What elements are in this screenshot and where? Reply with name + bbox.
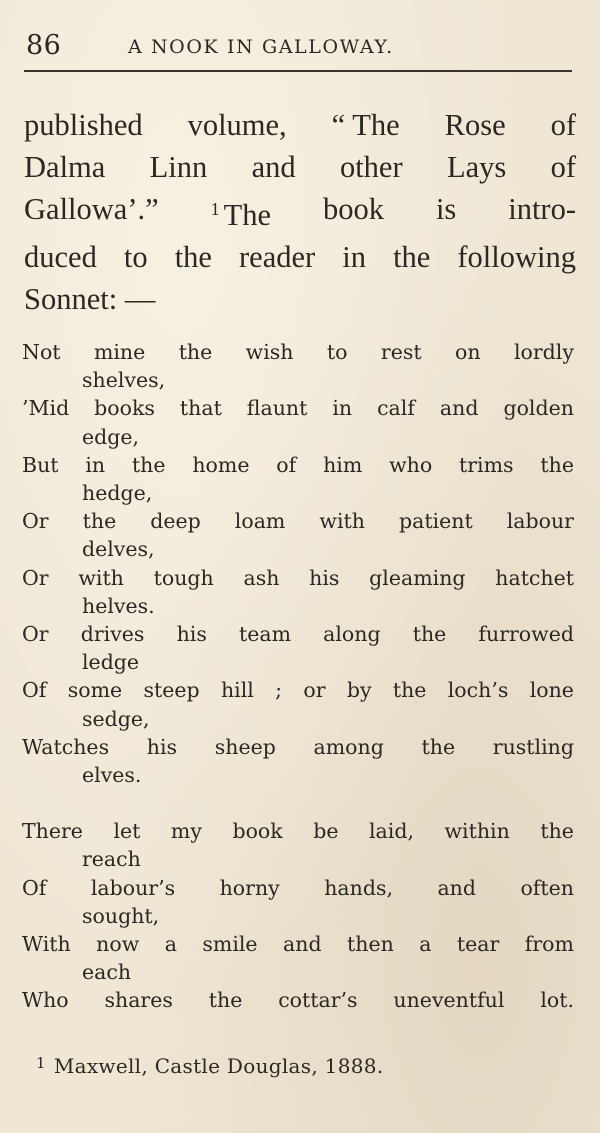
verse-word: the — [82, 509, 117, 534]
verse-word: Who — [22, 988, 69, 1013]
verse-word: loch’s — [447, 678, 509, 703]
prose-word: of — [550, 108, 576, 142]
prose-word: of — [550, 150, 576, 184]
verse-word: a — [164, 932, 177, 957]
verse-word: Or — [22, 622, 49, 647]
verse-turnover: sought, — [82, 903, 160, 928]
verse-word: with — [78, 565, 124, 590]
prose-word: published — [24, 108, 143, 142]
prose-line: Sonnet: — — [24, 282, 156, 316]
verse-line — [22, 733, 574, 789]
verse-line-main — [22, 733, 574, 761]
verse-word: Of — [22, 678, 47, 703]
verse-word: hill — [220, 678, 254, 703]
verse-word: along — [323, 622, 381, 647]
verse-word: rustling — [492, 734, 574, 759]
verse-line-main — [22, 930, 574, 958]
prose-word: volume, — [187, 108, 287, 142]
verse-word: team — [238, 622, 292, 647]
prose-word: to — [123, 240, 148, 274]
verse-turnover: reach — [82, 847, 141, 872]
verse-turnover: elves. — [82, 763, 142, 788]
verse-word: the — [131, 452, 166, 477]
verse-word: some — [67, 678, 123, 703]
verse-word: my — [170, 819, 202, 844]
verse-word: by — [346, 678, 372, 703]
verse-word: lordly — [513, 340, 574, 364]
verse-word: Watches — [22, 734, 110, 759]
verse-line-main — [22, 394, 574, 422]
verse-turnover: shelves, — [82, 368, 166, 393]
prose-paragraph — [24, 104, 576, 320]
verse-word: the — [178, 340, 213, 364]
verse-word: the — [208, 988, 243, 1013]
verse-word: of — [276, 452, 297, 477]
verse-word: Not — [22, 340, 61, 364]
verse-line — [22, 817, 574, 873]
verse-word: books — [94, 396, 155, 421]
verse-word: mine — [93, 340, 146, 364]
prose-word: reader — [239, 240, 316, 274]
prose-word: following — [457, 240, 576, 274]
verse-word: home — [192, 452, 250, 477]
verse-word: his — [146, 734, 178, 759]
verse-word: steep — [143, 678, 200, 703]
verse-line-main — [22, 986, 574, 1014]
page-number: 86 — [26, 30, 62, 61]
verse-line-main — [22, 874, 574, 902]
verse-turnover: edge, — [82, 424, 140, 449]
sonnet — [22, 338, 574, 1015]
verse-word: deep — [150, 509, 201, 534]
verse-word: in — [332, 396, 353, 421]
verse-word: smile — [202, 932, 258, 957]
prose-word: and — [251, 150, 296, 184]
prose-line — [24, 104, 576, 146]
verse-line-main — [22, 338, 574, 366]
verse-line-main — [22, 564, 574, 592]
footnote-reference: 1 — [210, 199, 220, 219]
verse-word: With — [22, 932, 71, 957]
verse-word: the — [392, 678, 427, 703]
verse-word: lot. — [540, 988, 574, 1013]
verse-line — [22, 620, 574, 676]
verse-word: the — [540, 819, 574, 844]
verse-line-main — [22, 507, 574, 535]
verse-word: ; — [275, 678, 283, 703]
verse-turnover: each — [82, 960, 132, 985]
verse-word: the — [421, 734, 456, 759]
footnote — [36, 1054, 383, 1078]
verse-word: him — [323, 452, 363, 477]
verse-word: among — [313, 734, 384, 759]
prose-line — [24, 236, 576, 278]
verse-word: his — [176, 622, 207, 647]
prose-word: the — [393, 240, 431, 274]
verse-word: be — [313, 819, 339, 844]
verse-word: rest — [380, 340, 422, 364]
verse-line — [22, 874, 574, 930]
verse-word: wish — [245, 340, 294, 364]
verse-word: often — [520, 875, 574, 900]
prose-word: the — [174, 240, 212, 274]
verse-word: Or — [22, 509, 49, 534]
verse-word: golden — [503, 396, 574, 421]
prose-word: Gallowa’.” — [24, 192, 159, 226]
verse-word: now — [96, 932, 140, 957]
verse-line — [22, 986, 574, 1014]
verse-word: a — [419, 932, 432, 957]
verse-line — [22, 564, 574, 620]
verse-turnover: hedge, — [82, 481, 153, 506]
verse-word: and — [439, 396, 479, 421]
prose-word: $^1$ The — [210, 198, 272, 232]
verse-word: the — [412, 622, 447, 647]
prose-word: Lays — [446, 150, 507, 184]
page-header — [24, 30, 572, 72]
verse-line — [22, 338, 574, 394]
verse-turnover: ledge — [82, 650, 140, 675]
verse-line-main — [22, 451, 574, 479]
verse-word: furrowed — [478, 622, 574, 647]
verse-word: There — [22, 819, 83, 844]
verse-line — [22, 451, 574, 507]
verse-turnover: sedge, — [82, 706, 150, 731]
footnote-marker: 1 — [36, 1054, 46, 1072]
prose-word: Rose — [444, 108, 506, 142]
verse-word: But — [22, 452, 59, 477]
verse-word: and — [437, 875, 477, 900]
verse-word: his — [309, 565, 340, 590]
verse-word: flaunt — [246, 396, 308, 421]
verse-word: sheep — [214, 734, 276, 759]
prose-word: duced — [24, 240, 97, 274]
verse-word: hatchet — [495, 565, 574, 590]
verse-word: lone — [529, 678, 574, 703]
verse-turnover: helves. — [82, 593, 155, 618]
verse-word: or — [303, 678, 326, 703]
verse-word: that — [179, 396, 222, 421]
verse-line — [22, 507, 574, 563]
verse-word: horny — [219, 875, 280, 900]
verse-word: calf — [377, 396, 415, 421]
verse-word: the — [540, 452, 574, 477]
verse-word: ash — [243, 565, 280, 590]
verse-word: hands, — [324, 875, 393, 900]
footnote-text: Maxwell, Castle Douglas, 1888. — [53, 1054, 384, 1078]
prose-line — [24, 146, 576, 188]
stanza-break — [22, 789, 574, 817]
verse-word: with — [319, 509, 365, 534]
verse-word: ’Mid — [22, 396, 70, 421]
verse-word: who — [389, 452, 433, 477]
verse-word: shares — [104, 988, 173, 1013]
verse-word: Or — [22, 565, 49, 590]
verse-word: and — [283, 932, 322, 957]
verse-word: cottar’s — [278, 988, 358, 1013]
verse-word: patient — [398, 509, 473, 534]
verse-line-main — [22, 676, 574, 704]
prose-word: intro- — [508, 192, 576, 226]
prose-word: book — [322, 192, 384, 226]
verse-word: in — [85, 452, 106, 477]
verse-word: then — [347, 932, 394, 957]
prose-word: Linn — [149, 150, 208, 184]
prose-word: other — [339, 150, 403, 184]
verse-turnover: delves, — [82, 537, 155, 562]
verse-word: loam — [234, 509, 286, 534]
verse-word: drives — [80, 622, 145, 647]
prose-word: in — [342, 240, 366, 274]
verse-word: on — [455, 340, 481, 364]
verse-word: from — [524, 932, 574, 957]
prose-line — [24, 188, 576, 236]
verse-word: let — [113, 819, 141, 844]
verse-word: Of — [22, 875, 47, 900]
verse-word: labour — [506, 509, 574, 534]
verse-word: trims — [459, 452, 514, 477]
verse-word: to — [326, 340, 348, 364]
verse-line — [22, 676, 574, 732]
verse-line-main — [22, 620, 574, 648]
verse-line — [22, 930, 574, 986]
running-title: A NOOK IN GALLOWAY. — [128, 36, 394, 58]
verse-word: gleaming — [369, 565, 466, 590]
prose-word: is — [435, 192, 457, 226]
verse-word: uneventful — [393, 988, 505, 1013]
prose-word: “ The — [331, 108, 400, 142]
verse-word: tear — [456, 932, 500, 957]
verse-word: book — [232, 819, 283, 844]
verse-word: within — [444, 819, 510, 844]
verse-line — [22, 394, 574, 450]
verse-word: labour’s — [90, 875, 176, 900]
verse-word: laid, — [369, 819, 414, 844]
prose-word: Dalma — [24, 150, 106, 184]
verse-line-main — [22, 817, 574, 845]
verse-word: tough — [153, 565, 214, 590]
